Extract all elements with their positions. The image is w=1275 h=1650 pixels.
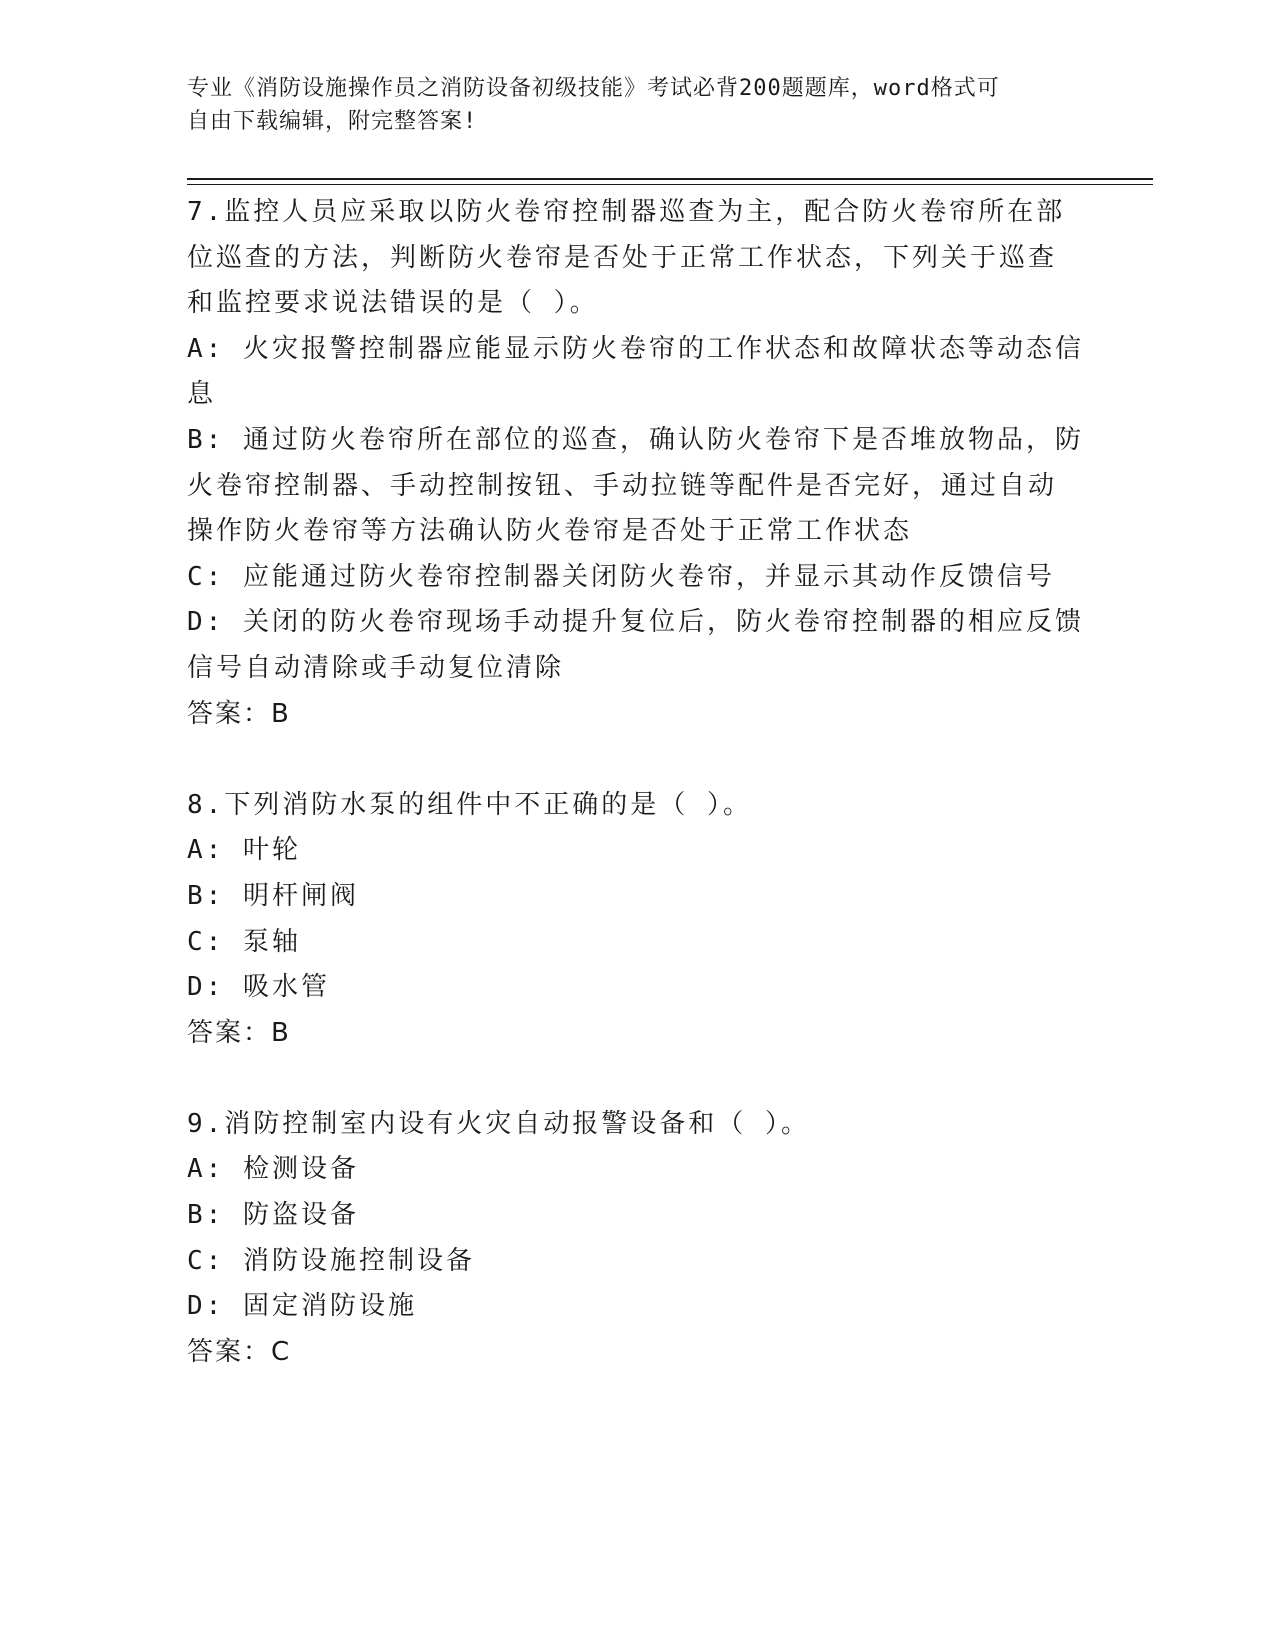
question-list <box>187 190 1087 1375</box>
option-c-line: C: 消防设施控制设备 <box>187 1245 475 1276</box>
option-b-line: B: 明杆闸阀 <box>187 880 359 911</box>
question-spacer <box>187 1056 1087 1102</box>
header-line-1: 专业《消防设施操作员之消防设备初级技能》考试必背200题题库，word格式可 <box>187 76 1000 101</box>
option-d-line: 信号自动清除或手动复位清除 <box>187 652 565 683</box>
answer-label: 答案：C <box>187 1336 292 1367</box>
option-b-line: 火卷帘控制器、手动控制按钮、手动拉链等配件是否完好，通过自动 <box>187 470 1058 501</box>
question-9 <box>187 1102 1087 1376</box>
option-b-line: B: 防盗设备 <box>187 1200 359 1231</box>
option-a-line: A: 叶轮 <box>187 835 301 866</box>
option-b-line: 操作防火卷帘等方法确认防火卷帘是否处于正常工作状态 <box>187 516 913 547</box>
answer-label: 答案：B <box>187 698 291 729</box>
question-stem-line: 位巡查的方法，判断防火卷帘是否处于正常工作状态，下列关于巡查 <box>187 242 1058 273</box>
option-a-line: 息 <box>187 379 217 410</box>
question-stem-line: 8.下列消防水泵的组件中不正确的是（ ）。 <box>187 789 752 820</box>
option-d-line: D: 固定消防设施 <box>187 1291 417 1322</box>
question-7 <box>187 190 1087 737</box>
option-c-line: C: 泵轴 <box>187 926 301 957</box>
answer-label: 答案：B <box>187 1017 291 1048</box>
header-divider-thick <box>187 178 1153 180</box>
option-d-line: D: 吸水管 <box>187 972 330 1003</box>
question-8 <box>187 783 1087 1057</box>
question-stem-line: 和监控要求说法错误的是（ ）。 <box>187 288 599 319</box>
option-a-line: A: 火灾报警控制器应能显示防火卷帘的工作状态和故障状态等动态信 <box>187 333 1084 364</box>
document-header <box>187 72 1087 138</box>
option-d-line: D: 关闭的防火卷帘现场手动提升复位后，防火卷帘控制器的相应反馈 <box>187 607 1084 638</box>
option-b-line: B: 通过防火卷帘所在部位的巡查，确认防火卷帘下是否堆放物品，防 <box>187 424 1084 455</box>
header-line-2: 自由下载编辑，附完整答案! <box>187 109 478 134</box>
option-c-line: C: 应能通过防火卷帘控制器关闭防火卷帘，并显示其动作反馈信号 <box>187 561 1055 592</box>
header-divider-thin <box>187 184 1153 185</box>
option-a-line: A: 检测设备 <box>187 1154 359 1185</box>
question-spacer <box>187 737 1087 783</box>
question-stem-line: 9.消防控制室内设有火灾自动报警设备和（ ）。 <box>187 1108 810 1139</box>
question-stem-line: 7.监控人员应采取以防火卷帘控制器巡查为主，配合防火卷帘所在部 <box>187 197 1066 227</box>
